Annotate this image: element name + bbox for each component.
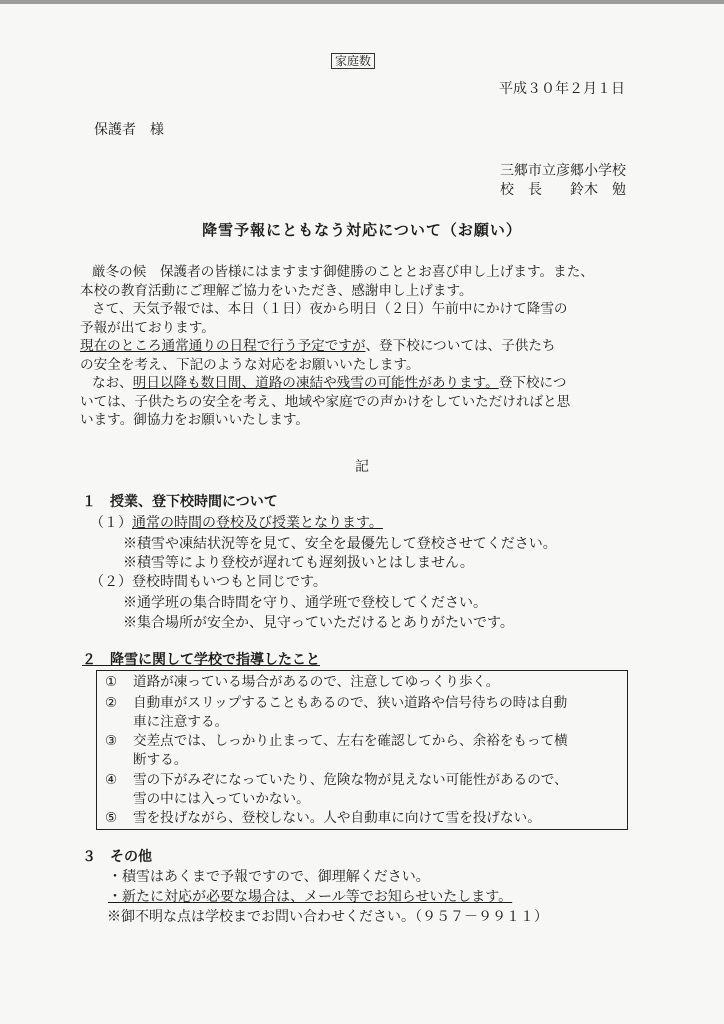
- document-title: 降雪予報にともなう対応について（お願い）: [202, 221, 522, 239]
- underlined-text: 現在のところ通常通りの日程で行う予定ですが: [80, 338, 366, 354]
- section3-heading: ３ その他: [82, 849, 152, 865]
- item-text: 通常の時間の登校及び授業となります。: [132, 515, 383, 531]
- body-text-span: なお、: [92, 375, 133, 391]
- document-label: 家庭数: [331, 53, 375, 69]
- addressee: 保護者 様: [94, 122, 164, 138]
- item-text: 登校時間もいつもと同じです。: [132, 574, 327, 590]
- contact-note: ※御不明な点は学校までお問い合わせください。（９５７－９９１１）: [107, 909, 548, 925]
- section3-line: ・積雪はあくまで予報ですので、御理解ください。: [108, 869, 430, 885]
- body-line: いては、子供たちの安全を考え、地域や家庭での声かけをしていただければと思: [80, 393, 571, 410]
- guidance-box: [96, 670, 628, 830]
- guidance-item-cont: 断する。: [133, 752, 188, 768]
- section1-note: ※積雪や凍結状況等を見て、安全を最優先して登校させてください。: [123, 536, 557, 552]
- section1-note: ※通学班の集合時間を守り、通学班で登校してください。: [123, 595, 487, 611]
- section2-heading-text: ２ 降雪に関して学校で指導したこと: [82, 652, 320, 668]
- guidance-item: [105, 732, 568, 751]
- ki-marker: 記: [355, 459, 369, 475]
- item-number: ④: [105, 772, 118, 788]
- body-line: の安全を考え、下記のような対応をお願いいたします。: [80, 356, 420, 373]
- item-text: 雪を投げながら、登校しない。人や自動車に向けて雪を投げない。: [133, 810, 541, 826]
- section1-item1: [90, 514, 383, 532]
- section1-note: ※積雪等により登校が遅れても遅刻扱いとはしません。: [123, 555, 474, 571]
- section1-heading: １ 授業、登下校時間について: [82, 494, 278, 510]
- body-line: [80, 374, 680, 393]
- guidance-item-cont: 雪の中には入っていかない。: [133, 791, 310, 807]
- body-text: [80, 263, 680, 430]
- body-text-span: 、登下校については、子供たち: [365, 338, 556, 354]
- guidance-item: [105, 694, 567, 713]
- body-line: さて、天気予報では、本日（１日）夜から明日（２日）午前中にかけて降雪の: [92, 301, 568, 317]
- item-text: 交差点では、しっかり止まって、左右を確認してから、余裕をもって横: [133, 733, 568, 749]
- guidance-item: [105, 809, 541, 828]
- item-number: （１）: [90, 515, 132, 531]
- body-line: います。御協力をお願いいたします。: [80, 412, 309, 428]
- item-number: ③: [105, 733, 118, 749]
- school-name: 三郷市立彦郷小学校: [500, 163, 626, 179]
- body-text-span: 登下校につ: [498, 375, 567, 391]
- body-line: 厳冬の候 保護者の皆様にはますます御健勝のこととお喜び申し上げます。また、: [92, 264, 594, 280]
- body-line: 本校の教育活動にご理解ご協力をいただき、感謝申し上げます。: [80, 282, 473, 299]
- section3-line: [108, 888, 512, 906]
- item-text: 道路が凍っている場合があるので、注意してゆっくり歩く。: [133, 674, 500, 690]
- body-line: 予報が出ております。: [80, 319, 215, 336]
- item-text: 雪の下がみぞになっていたり、危険な物が見えない可能性があるので、: [133, 772, 568, 788]
- underlined-text: 明日以降も数日間、道路の凍結や残雪の可能性があります。: [132, 375, 499, 391]
- item-number: （２）: [90, 574, 132, 590]
- guidance-item: [105, 673, 499, 692]
- underlined-text: ・新たに対応が必要な場合は、メール等でお知らせいたします。: [108, 889, 513, 905]
- section1-note: ※集合場所が安全か、見守っていただけるとありがたいです。: [123, 615, 514, 631]
- page-top-edge: [0, 0, 724, 4]
- guidance-item-cont: 車に注意する。: [133, 714, 229, 730]
- item-number: ①: [105, 674, 118, 690]
- section2-heading: [82, 651, 320, 669]
- body-line: [80, 337, 680, 356]
- principal-name: 校 長 鈴木 勉: [500, 182, 626, 198]
- document-date: 平成３０年２月１日: [499, 81, 625, 97]
- item-text: 自動車がスリップすることもあるので、狭い道路や信号待ちの時は自動: [133, 695, 568, 711]
- item-number: ⑤: [105, 810, 118, 826]
- section1-item2: [90, 573, 327, 591]
- guidance-item: [105, 771, 568, 790]
- item-number: ②: [105, 695, 118, 711]
